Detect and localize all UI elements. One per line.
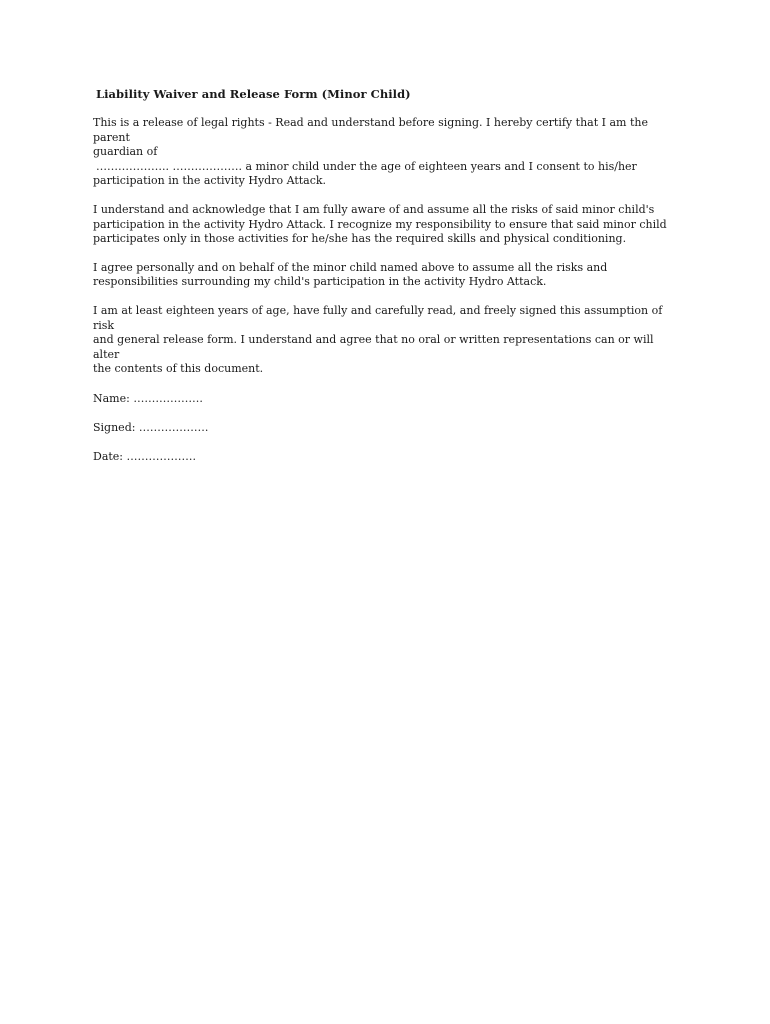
paragraph-line: participation in the activity Hydro Attack. I recognize my responsibility to ensure that said minor child bbox=[93, 217, 667, 231]
paragraph-line: participates only in those activities for he/she has the required skills and physical conditioning. bbox=[93, 232, 627, 246]
certification-paragraph bbox=[93, 116, 683, 189]
paragraph-line: guardian of bbox=[93, 145, 158, 159]
paragraph-line: participation in the activity Hydro Attack. bbox=[93, 174, 327, 188]
paragraph-line: and general release form. I understand and agree that no oral or written representations can or will alter bbox=[93, 333, 654, 361]
document-title: Liability Waiver and Release Form (Minor Child) bbox=[96, 87, 411, 101]
acknowledgement-paragraph bbox=[93, 203, 683, 247]
paragraph-line: I understand and acknowledge that I am fully aware of and assume all the risks of said minor child's bbox=[93, 202, 655, 216]
name-field: Name: ………………. bbox=[93, 391, 203, 405]
paragraph-line: I agree personally and on behalf of the minor child named above to assume all the risks and bbox=[93, 260, 608, 274]
paragraph-line: responsibilities surrounding my child's participation in the activity Hydro Attack. bbox=[93, 275, 547, 289]
paragraph-line: I am at least eighteen years of age, have fully and carefully read, and freely signed this assumption of risk bbox=[93, 303, 663, 332]
age-declaration-paragraph bbox=[93, 304, 683, 377]
child-name-blank-line: ……………….. ………………. a minor child under the age of eighteen years and I consent to his/her bbox=[96, 159, 637, 173]
paragraph-line: the contents of this document. bbox=[93, 362, 264, 376]
document-page bbox=[93, 86, 683, 464]
agreement-paragraph bbox=[93, 261, 683, 290]
date-field: Date: ………………. bbox=[93, 449, 197, 463]
paragraph-line: This is a release of legal rights - Read and understand before signing. I hereby certify that I am the parent bbox=[93, 116, 648, 144]
signed-field: Signed: ………………. bbox=[93, 420, 209, 434]
